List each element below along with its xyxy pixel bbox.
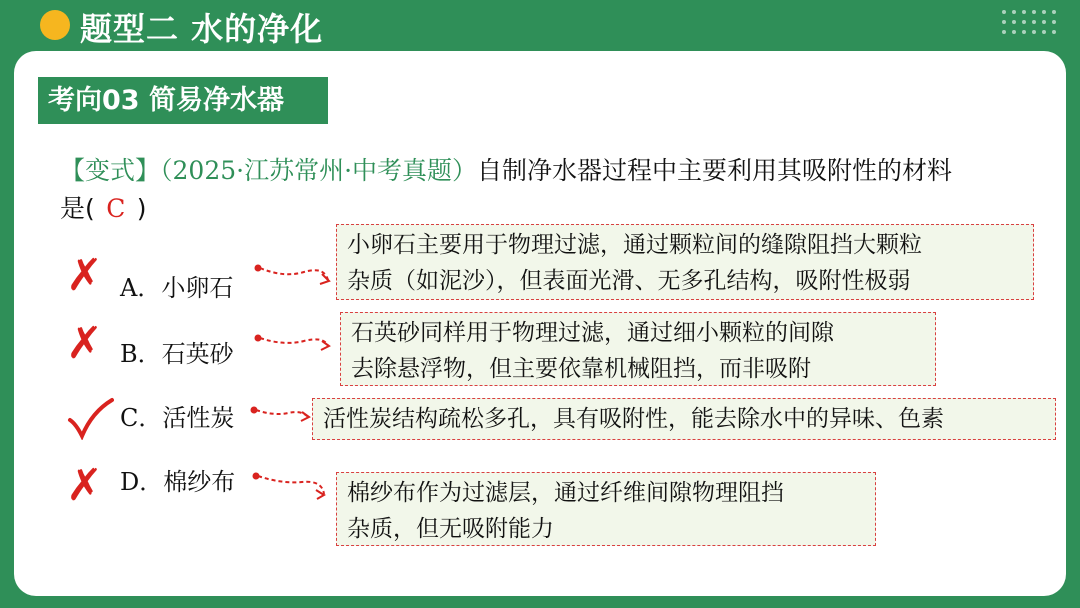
option-label: 棉纱布: [163, 468, 236, 496]
explanation-box-d: [336, 472, 876, 546]
question-stem-2: 是(: [60, 194, 95, 223]
note-line: 活性炭结构疏松多孔，具有吸附性，能去除水中的异味、色素: [323, 406, 944, 432]
question-tag: 【变式】: [60, 156, 161, 185]
explanation-box-b: [340, 312, 936, 386]
option-a: [120, 268, 233, 303]
note-line: 杂质（如泥沙），但表面光滑、无多孔结构，吸附性极弱: [347, 268, 911, 294]
option-b: [120, 334, 234, 369]
wrong-mark-icon: ✗: [66, 460, 103, 511]
question-stem: 自制净水器过程中主要利用其吸附性的材料: [477, 156, 953, 185]
option-letter: D．: [120, 468, 164, 496]
option-d: [120, 462, 235, 497]
explanation-box-a: [336, 224, 1034, 300]
page-title: 题型二 水的净化: [80, 10, 324, 48]
answer-value: C: [106, 194, 126, 223]
dashed-arrow-icon: [252, 470, 332, 500]
option-c: [120, 398, 234, 433]
note-line: 杂质，但无吸附能力: [347, 516, 554, 542]
option-label: 小卵石: [161, 274, 234, 302]
wrong-mark-icon: ✗: [66, 250, 103, 301]
dashed-arrow-icon: [254, 262, 334, 290]
question-source: （2025·江苏常州·中考真题）: [160, 156, 478, 185]
option-letter: B．: [120, 340, 162, 368]
option-letter: A．: [120, 274, 162, 302]
note-line: 石英砂同样用于物理过滤，通过细小颗粒的间隙: [351, 320, 834, 346]
option-label: 活性炭: [162, 404, 235, 432]
dashed-arrow-icon: [250, 404, 312, 426]
dashed-arrow-icon: [254, 332, 334, 356]
option-label: 石英砂: [161, 340, 234, 368]
question-text: [60, 152, 1060, 228]
question-stem-3: ): [136, 194, 147, 223]
note-line: 小卵石主要用于物理过滤，通过颗粒间的缝隙阻挡大颗粒: [347, 232, 922, 258]
note-line: 棉纱布作为过滤层，通过纤维间隙物理阻挡: [347, 480, 784, 506]
option-letter: C．: [120, 404, 163, 432]
top-bar: [0, 0, 1080, 50]
dot-grid-icon: [1000, 8, 1060, 42]
orange-dot-icon: [40, 10, 70, 40]
wrong-mark-icon: ✗: [66, 318, 103, 369]
note-line: 去除悬浮物，但主要依靠机械阻挡，而非吸附: [351, 356, 811, 382]
check-icon: [66, 396, 114, 440]
explanation-box-c: [312, 398, 1056, 440]
section-tag: 考向03 简易净水器: [38, 77, 328, 124]
